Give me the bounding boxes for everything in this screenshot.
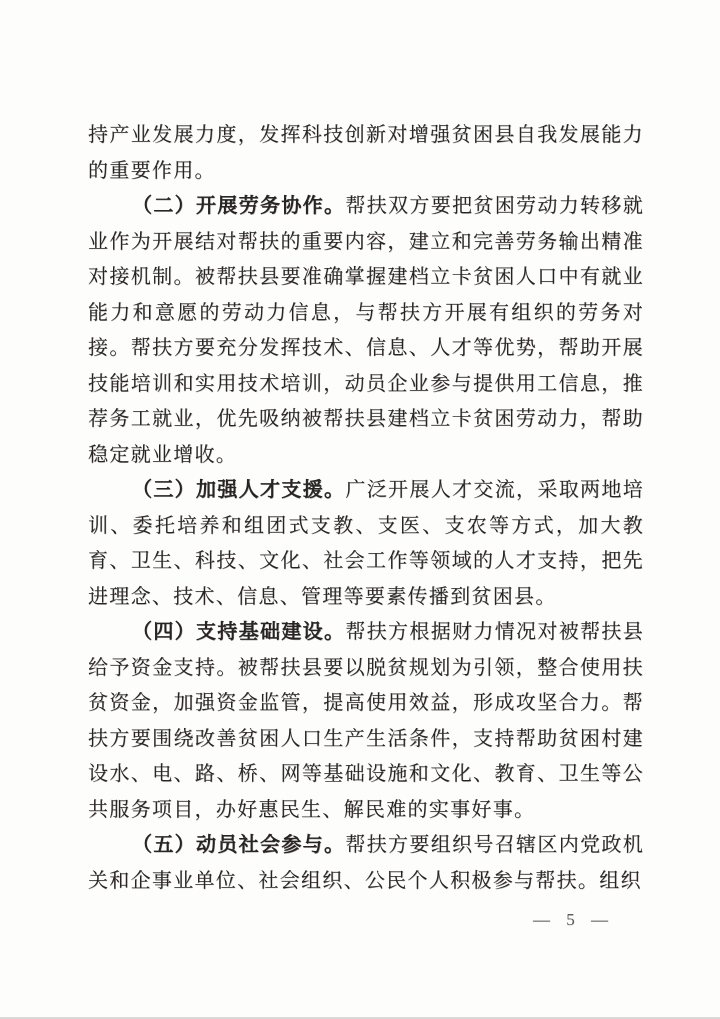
paragraph-text: 帮扶方根据财力情况对被帮扶县给予资金支持。被帮扶县要以脱贫规划为引领，整合使用扶贫资金，加强资金监管，提高使用效益，形成攻坚合力。帮扶方要围绕改善贫困人口生产生活条件，支持帮助贫困村建设水、电、路、桥、网等基础设施和文化、教育、卫生等公共服务项目，办好惠民生、解民难的实事好事。 bbox=[88, 621, 645, 821]
paragraph-section-2 bbox=[88, 189, 644, 473]
page-number: — 5 — bbox=[533, 910, 614, 929]
paragraph-text: 广泛开展人才交流，采取两地培训、委托培养和组团式支教、支医、支农等方式，加大教育、卫生、科技、文化、社会工作等领域的人才支持，把先进理念、技术、信息、管理等要素传播到贫困县。 bbox=[88, 479, 645, 608]
section-2-heading: （二）开展劳务协作。 bbox=[132, 195, 346, 217]
paragraph-section-4 bbox=[88, 615, 644, 828]
section-3-heading: （三）加强人才支援。 bbox=[132, 479, 346, 501]
section-4-heading: （四）支持基础建设。 bbox=[132, 621, 346, 643]
paragraph-text: 帮扶双方要把贫困劳动力转移就业作为开展结对帮扶的重要内容，建立和完善劳务输出精准对接机制。被帮扶县要准确掌握建档立卡贫困人口中有就业能力和意愿的劳动力信息，与帮扶方开展有组织的劳务对接。帮扶方要充分发挥技术、信息、人才等优势，帮助开展技能培训和实用技术培训，动员企业参与提供用工信息，推荐务工就业，优先吸纳被帮扶县建档立卡贫困劳动力，帮助稳定就业增收。 bbox=[88, 195, 645, 466]
document-body bbox=[88, 118, 644, 899]
paragraph-text: 帮扶方要组织号召辖区内党政机关和企事业单位、社会组织、公民个人积极参与帮扶。组织 bbox=[88, 834, 645, 892]
section-5-heading: （五）动员社会参与。 bbox=[132, 834, 346, 856]
paragraph-text: 持产业发展力度，发挥科技创新对增强贫困县自我发展能力的重要作用。 bbox=[88, 124, 644, 182]
paragraph-continuation bbox=[88, 118, 644, 189]
paragraph-section-5 bbox=[88, 828, 644, 899]
paragraph-section-3 bbox=[88, 473, 644, 615]
